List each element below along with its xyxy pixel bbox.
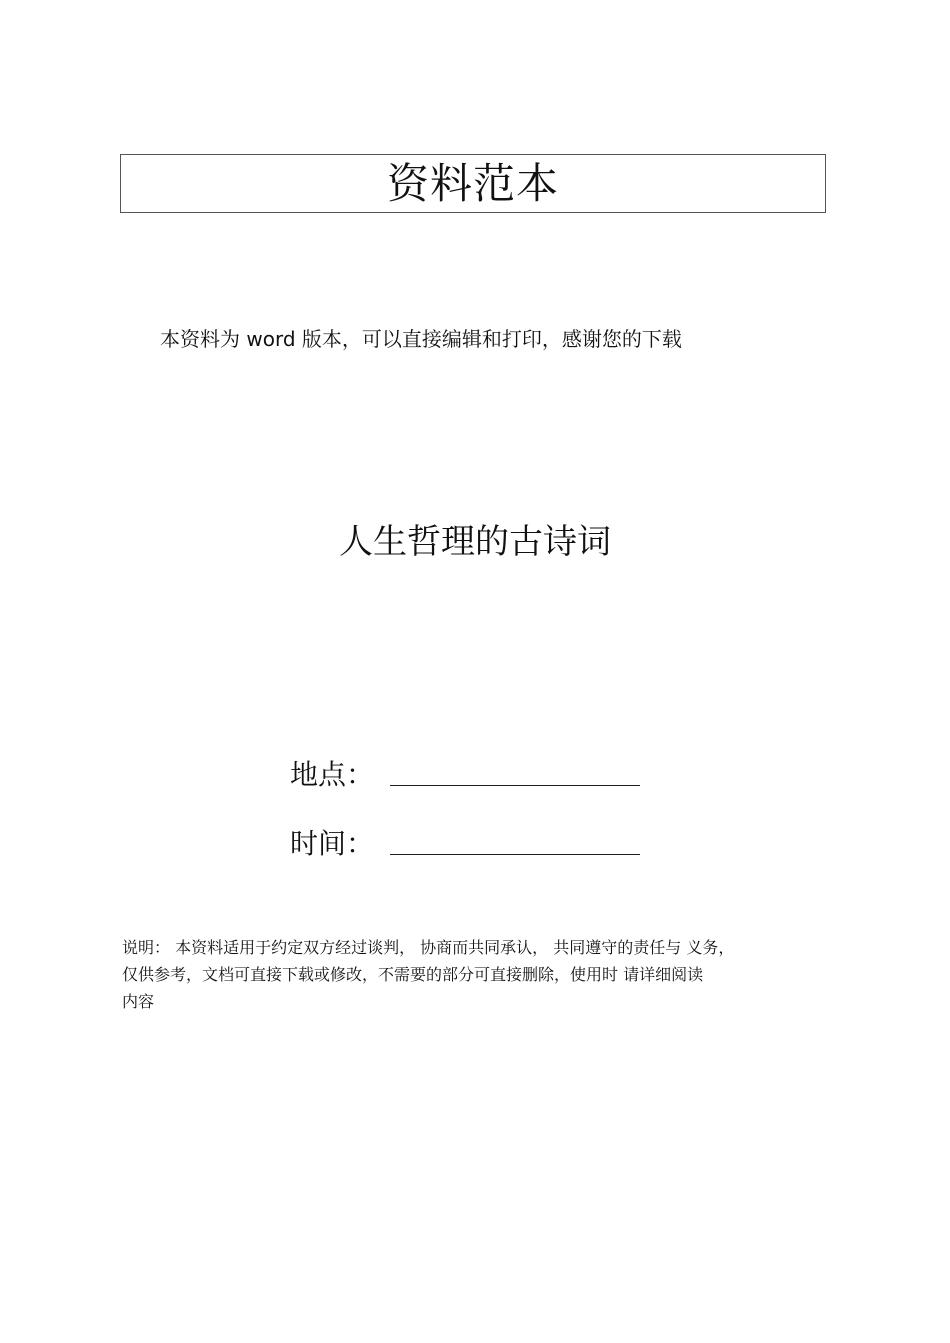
place-field [290,752,640,792]
header-title: 资料范本 [386,158,559,208]
note-section [122,934,828,1015]
header-box [120,154,826,213]
note-line-3: 内容 [122,992,155,1011]
time-blank-line [390,824,640,855]
time-field [290,821,640,861]
time-label: 时间： [290,827,375,860]
intro-text: 本资料为 word 版本，可以直接编辑和打印，感谢您的下载 [160,327,682,351]
note-line-2: 仅供参考，文档可直接下载或修改，不需要的部分可直接删除，使用时 请详细阅读 [122,965,704,984]
place-label: 地点： [290,758,375,791]
place-blank-line [390,755,640,786]
note-line-1: 说明： 本资料适用于约定双方经过谈判， 协商而共同承认， 共同遵守的责任与 义务， [122,938,735,957]
document-title: 人生哲理的古诗词 [339,522,611,562]
